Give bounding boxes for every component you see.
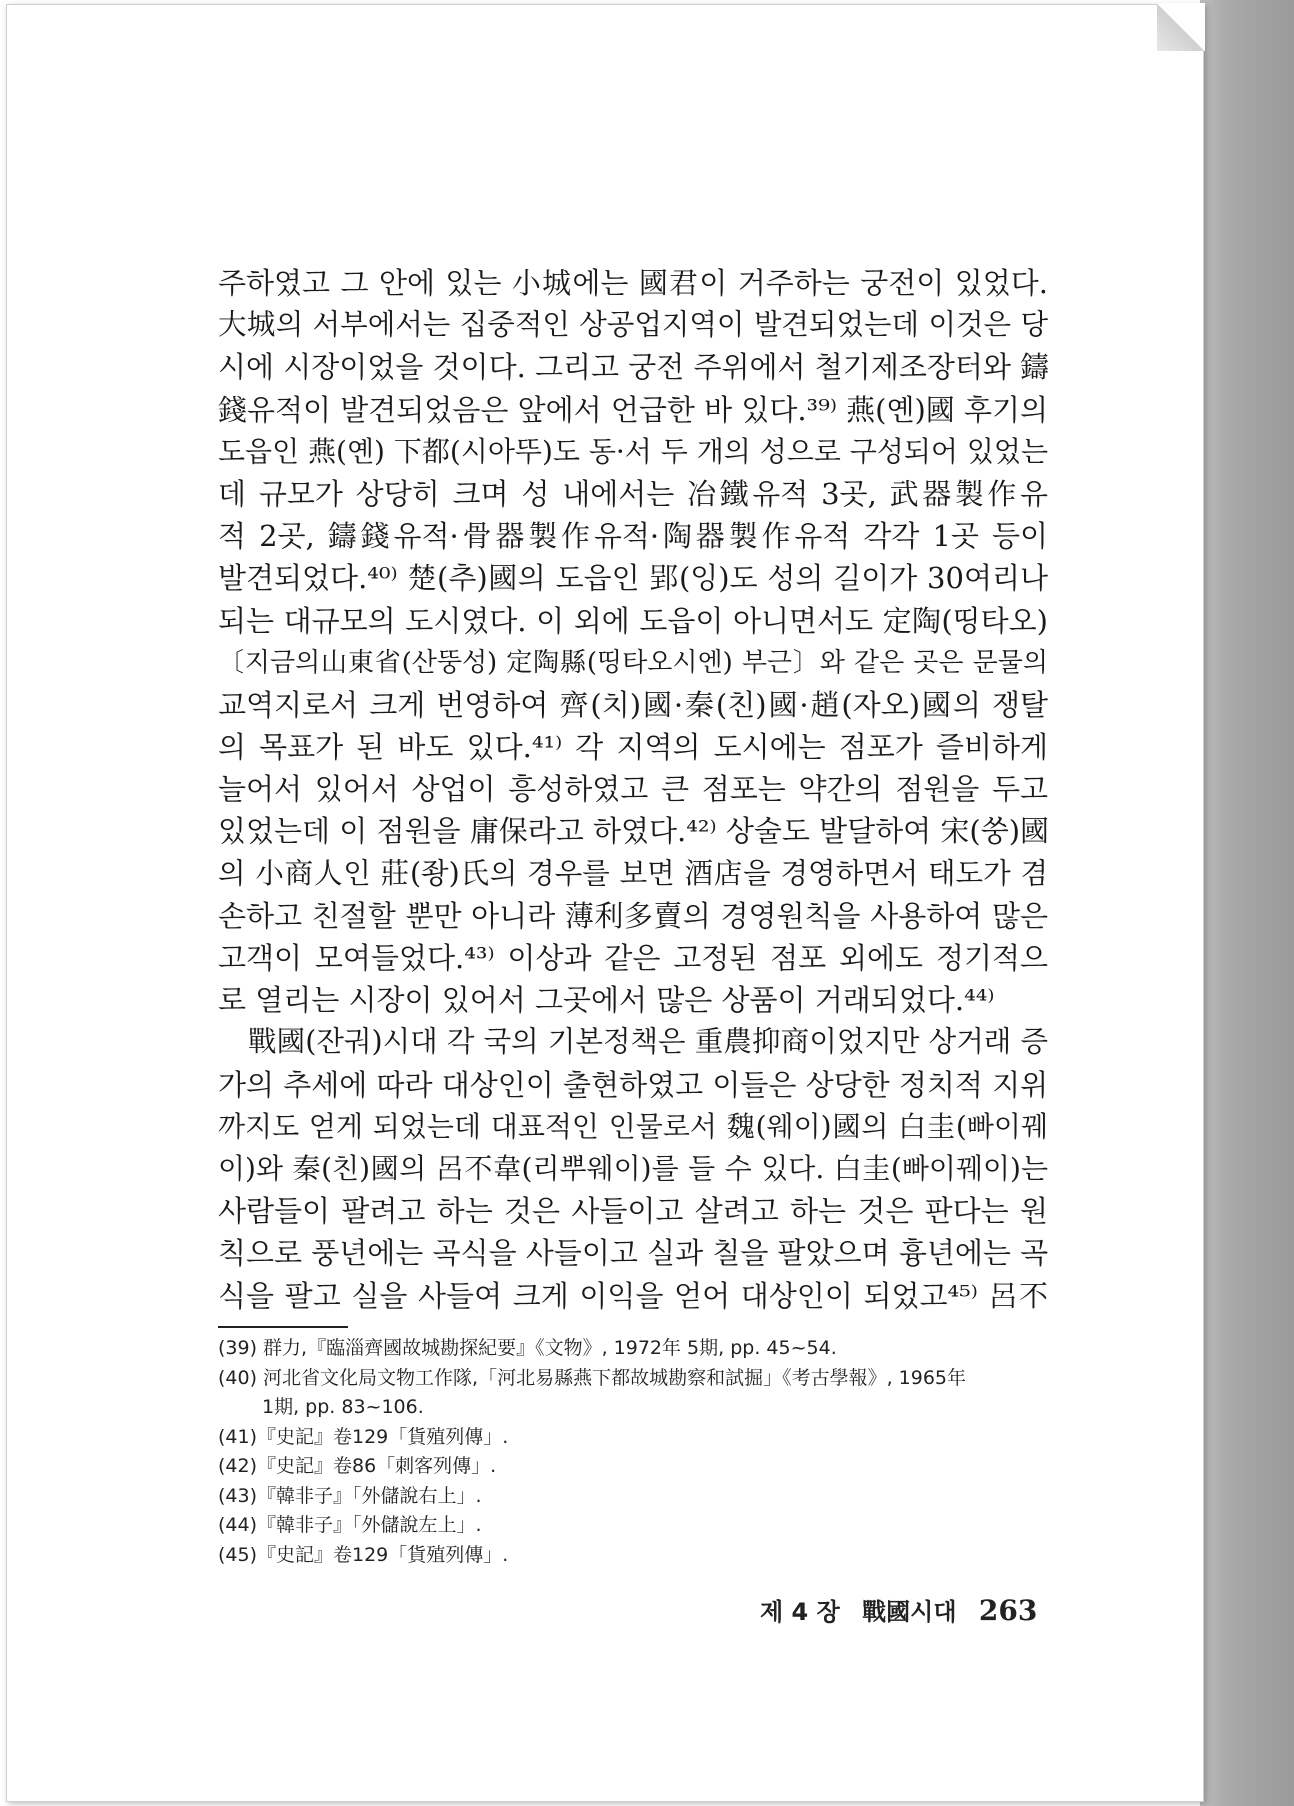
body-line: 시에 시장이었을 것이다. 그리고 궁전 주위에서 철기제조장터와 鑄	[218, 350, 1050, 385]
page-corner-fold	[1157, 3, 1205, 51]
footnote-separator	[218, 1326, 348, 1328]
body-line: 의 목표가 된 바도 있다.⁴¹⁾ 각 지역의 도시에는 점포가 즐비하게	[218, 730, 1048, 765]
body-line: 발견되었다.⁴⁰⁾ 楚(추)國의 도읍인 郢(잉)도 성의 길이가 30여리나	[218, 561, 1048, 596]
running-footer	[760, 1592, 1051, 1627]
book-page-edges	[1200, 0, 1294, 1806]
footnote: (41)『史記』卷129「貨殖列傳」.	[218, 1425, 509, 1448]
body-line: 도읍인 燕(옌) 下都(시아뚜)도 동·서 두 개의 성으로 구성되어 있었는	[218, 434, 1048, 468]
body-line: 의 小商人인 莊(좡)氏의 경우를 보면 酒店을 경영하면서 태도가 겸	[218, 856, 1048, 890]
footnote: (42)『史記』卷86「刺客列傳」.	[218, 1455, 497, 1477]
footnote: (44)『韓非子』「外儲說左上」.	[218, 1514, 482, 1536]
page-number: 263	[978, 1594, 1038, 1627]
body-line: 식을 팔고 실을 사들여 크게 이익을 얻어 대상인이 되었고⁴⁵⁾ 呂不	[218, 1278, 1048, 1313]
body-line: 〔지금의山東省(산뚱성) 定陶縣(띵타오시엔) 부근〕와 같은 곳은 문물의	[218, 647, 1048, 678]
body-line: 늘어서 있어서 상업이 흥성하였고 큰 점포는 약간의 점원을 두고	[218, 772, 1048, 807]
footnote: (39) 群力,『臨淄齊國故城勘探紀要』《文物》, 1972年 5期, pp. 45~54.	[218, 1337, 837, 1359]
body-line: 칙으로 풍년에는 곡식을 사들이고 실과 칠을 팔았으며 흉년에는 곡	[218, 1236, 1049, 1271]
body-line: 있었는데 이 점원을 庸保라고 하였다.⁴²⁾ 상술도 발달하여 宋(쑹)國	[218, 814, 1050, 849]
body-line: 고객이 모여들었다.⁴³⁾ 이상과 같은 고정된 점포 외에도 정기적으	[218, 941, 1048, 975]
body-line: 교역지로서 크게 번영하여 齊(치)國·秦(친)國·趙(자오)國의 쟁탈	[218, 687, 1048, 722]
body-line-paragraph-start: 戰國(잔궈)시대 각 국의 기본정책은 重農抑商이었지만 상거래 증	[248, 1025, 1048, 1059]
body-line: 까지도 얻게 되었는데 대표적인 인물로서 魏(웨이)國의 白圭(빠이꿰	[218, 1109, 1048, 1143]
body-text	[218, 262, 1048, 1317]
body-line: 적 2곳, 鑄錢유적·骨器製作유적·陶器製作유적 각각 1곳 등이	[218, 519, 1048, 554]
body-line: 가의 추세에 따라 대상인이 출현하였고 이들은 상당한 정치적 지위	[218, 1067, 1049, 1102]
footnotes	[218, 1334, 1048, 1570]
body-line: 손하고 친절할 뿐만 아니라 薄利多賣의 경영원칙을 사용하여 많은	[218, 898, 1048, 933]
body-line: 되는 대규모의 도시였다. 이 외에 도읍이 아니면서도 定陶(띵타오)	[218, 603, 1048, 638]
footnote: (43)『韓非子』「外儲說右上」.	[218, 1484, 482, 1507]
footer-title: 戰國시대	[862, 1598, 957, 1626]
body-line: 데 규모가 상당히 크며 성 내에서는 冶鐵유적 3곳, 武器製作유	[218, 476, 1048, 511]
body-line: 주하였고 그 안에 있는 小城에는 國君이 거주하는 궁전이 있었다.	[218, 266, 1048, 300]
body-line: 大城의 서부에서는 집중적인 상공업지역이 발견되었는데 이것은 당	[218, 308, 1048, 342]
body-line: 사람들이 팔려고 하는 것은 사들이고 살려고 하는 것은 판다는 원	[218, 1194, 1048, 1229]
footnote-continuation: 1期, pp. 83~106.	[262, 1396, 424, 1418]
body-line: 로 열리는 시장이 있어서 그곳에서 많은 상품이 거래되었다.⁴⁴⁾	[218, 983, 995, 1018]
body-line: 錢유적이 발견되었음은 앞에서 언급한 바 있다.³⁹⁾ 燕(옌)國 후기의	[218, 392, 1049, 427]
footnote: (40) 河北省文化局文物工作隊,「河北易縣燕下都故城勘察和試掘」《考古學報》, 1965年	[218, 1366, 967, 1389]
body-line: 이)와 秦(친)國의 呂不韋(리뿌웨이)를 들 수 있다. 白圭(빠이꿰이)는	[218, 1151, 1048, 1185]
footer-chapter: 제 4 장	[760, 1598, 840, 1626]
footnote: (45)『史記』卷129「貨殖列傳」.	[218, 1543, 509, 1566]
